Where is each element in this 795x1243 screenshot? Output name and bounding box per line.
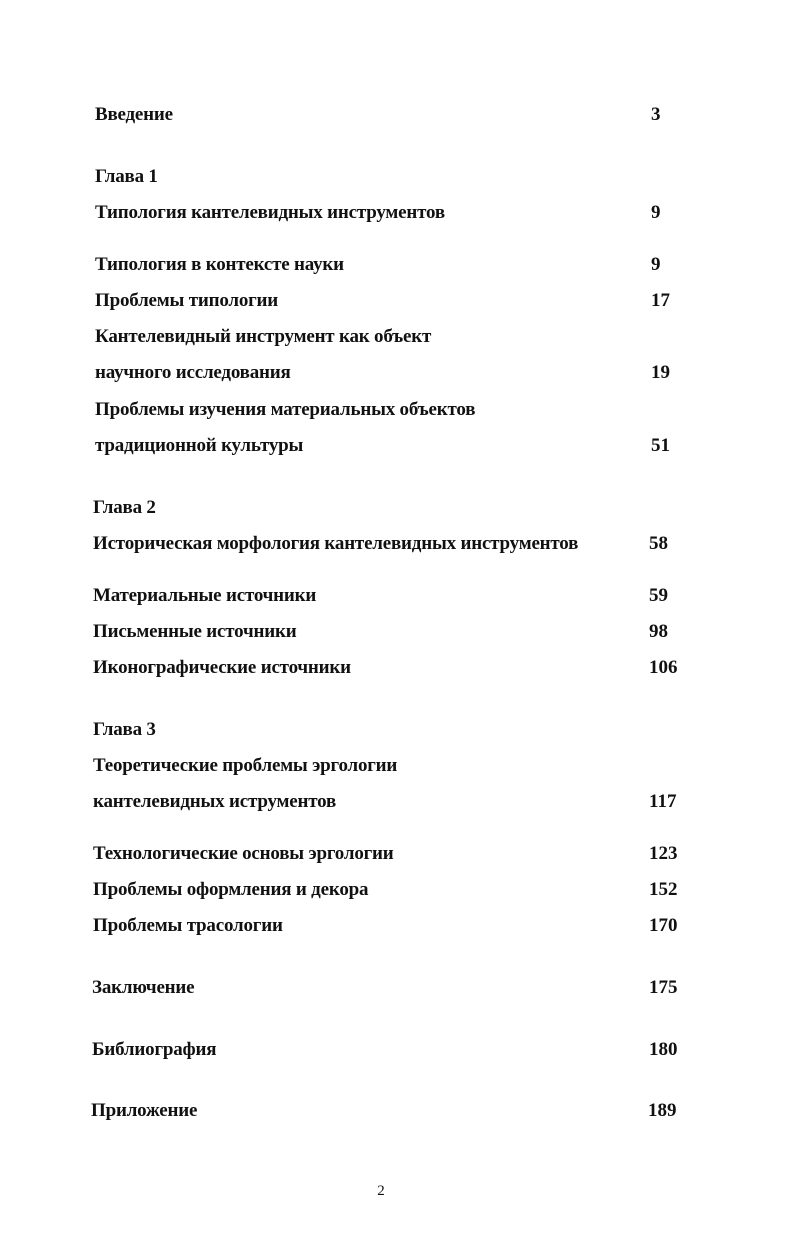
toc-conclusion-title: Заключение: [92, 977, 195, 998]
ch1-section-4-title-line2: традиционной культуры: [95, 435, 304, 456]
ch2-section-1-title: Материальные источники: [93, 585, 317, 606]
toc-appendix-page: 189: [648, 1100, 677, 1121]
ch2-section-3-title: Иконографические источники: [93, 657, 351, 678]
chapter-2-title: Историческая морфология кантелевидных инструментов: [93, 533, 579, 554]
chapter-3-title-line2: кантелевидных иструментов: [93, 791, 337, 812]
ch3-section-3-title: Проблемы трасологии: [93, 915, 283, 936]
chapter-3-page: 117: [649, 791, 677, 812]
toc-bibliography-page: 180: [649, 1039, 678, 1060]
ch3-section-1-page: 123: [649, 843, 678, 864]
ch2-section-2-title: Письменные источники: [93, 621, 297, 642]
ch1-section-3-page: 19: [651, 362, 670, 383]
ch3-section-1-title: Технологические основы эргологии: [93, 843, 394, 864]
ch1-section-4-page: 51: [651, 435, 670, 456]
chapter-3-title-line1: Теоретические проблемы эргологии: [93, 755, 398, 776]
ch1-section-2-page: 17: [651, 290, 670, 311]
ch1-section-4-title-line1: Проблемы изучения материальных объектов: [95, 399, 476, 420]
chapter-1-title: Типология кантелевидных инструментов: [95, 202, 445, 223]
ch1-section-3-title-line1: Кантелевидный инструмент как объект: [95, 326, 432, 347]
toc-intro-title: Введение: [95, 104, 173, 125]
footer-page-number: 2: [377, 1183, 385, 1199]
ch2-section-3-page: 106: [649, 657, 678, 678]
toc-intro-page: 3: [651, 104, 661, 125]
toc-appendix-title: Приложение: [91, 1100, 198, 1121]
ch1-section-1-page: 9: [651, 254, 661, 275]
ch3-section-3-page: 170: [649, 915, 678, 936]
ch3-section-2-page: 152: [649, 879, 678, 900]
ch3-section-2-title: Проблемы оформления и декора: [93, 879, 369, 900]
ch1-section-2-title: Проблемы типологии: [95, 290, 279, 311]
ch2-section-1-page: 59: [649, 585, 668, 606]
toc-conclusion-page: 175: [649, 977, 678, 998]
chapter-3-label: Глава 3: [93, 719, 156, 740]
ch1-section-3-title-line2: научного исследования: [95, 362, 291, 383]
chapter-1-page: 9: [651, 202, 661, 223]
toc-bibliography-title: Библиография: [92, 1039, 217, 1060]
ch1-section-1-title: Типология в контексте науки: [95, 254, 344, 275]
ch2-section-2-page: 98: [649, 621, 668, 642]
chapter-2-label: Глава 2: [93, 497, 156, 518]
chapter-1-label: Глава 1: [95, 166, 158, 187]
chapter-2-page: 58: [649, 533, 668, 554]
